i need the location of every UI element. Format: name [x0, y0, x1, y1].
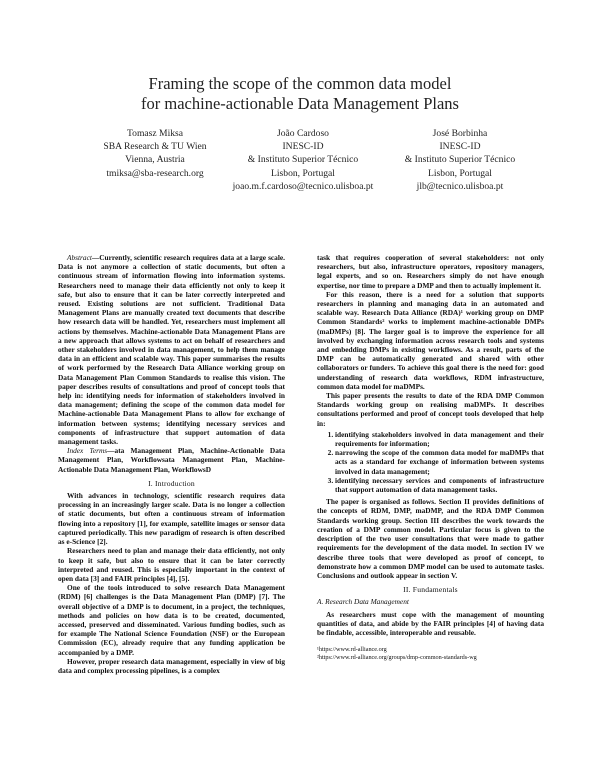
left-column [58, 253, 285, 675]
abstract [58, 253, 285, 446]
index-terms [58, 446, 285, 474]
list-item: 1. identifying stakeholders involved in data management and their requirements for information; [335, 430, 544, 448]
author-affiliation: INESC-ID [282, 141, 324, 153]
author-block-3 [380, 127, 540, 193]
author-affiliation-2: & Instituto Superior Técnico [247, 154, 359, 166]
author-name: João Cardoso [277, 128, 329, 139]
intro-paragraph: Researchers need to plan and manage their data efficiently, not only to keep it safe, but also to ensure that it can be later correctly interpreted and reused. This is especially important in the context of open data [3] and FAIR principles [4], [5]. [58, 546, 285, 583]
intro-paragraph: This paper presents the results to date of the RDA DMP Common Standards working group on realising maDMPs. It describes consultations performed and proof of concept tools developed that help in: [317, 391, 544, 428]
author-affiliation-2: & Instituto Superior Técnico [404, 154, 516, 166]
right-column [317, 253, 544, 662]
section-heading-fundamentals: II. Fundamentals [403, 585, 458, 595]
abstract-label: Abstract [67, 253, 92, 262]
author-location: Lisbon, Portugal [428, 167, 492, 179]
rdm-paragraph: As researchers must cope with the management of mounting quantities of data, and abide by the FAIR principles [4] of having data be findable, accessible, interoperable and reusable. [317, 609, 544, 637]
author-block-1 [80, 127, 230, 180]
index-terms-text: —ata Management Plan, Machine-Actionable Data Management Plan, Workflowsata Management Plan, Machine-Actionable Data Management Plan, WorkflowsD [58, 446, 285, 474]
intro-paragraph: For this reason, there is a need for a solution that supports researchers in planning and managing data in an automated and scalable way. Research Data Alliance (RDA)¹ working group on DMP Common Standards² works to implement machine-actionable DMPs (maDMPs) [8]. The larger goal is to improve the experience for all involved by exchanging information across research tools and systems and embedding DMPs in existing workflows. As a result, parts of the DMP can be automatically generated and shared with other collaborators or funders. To achieve this goal there is the need for: good understanding of research data workflows, RDM infrastructure, common data model for maDMPs. [317, 289, 544, 391]
paper-title [0, 74, 600, 114]
intro-paragraph: One of the tools introduced to solve research Data Management (RDM) [6] challenges is the Data Management Plan (DMP) [7]. The overall objective of a DMP is to document, in a project, the techniques, methods and policies on how data is to be created, documented, accessed, preserved and disseminated. Various funding bodies, such as for example The National Science Foundation (NSF) or the European Commission (EC), already require that any funding application be accompanied by a DMP. [58, 583, 285, 657]
author-location: Vienna, Austria [125, 154, 185, 166]
index-terms-label: Index Terms [67, 446, 108, 456]
author-affiliation: INESC-ID [439, 141, 481, 153]
author-name: José Borbinha [432, 128, 488, 139]
footnote-2[interactable]: ²https://www.rd-alliance.org/groups/dmp-common-standards-wg [317, 654, 477, 662]
paper-title-line-1: Framing the scope of the common data model [148, 74, 452, 93]
footnote-1[interactable]: ¹https://www.rd-alliance.org [317, 646, 387, 654]
author-email: joao.m.f.cardoso@tecnico.ulisboa.pt [232, 180, 374, 192]
list-item: 3. identifying necessary services and components of infrastructure that support automation of data management tasks. [335, 476, 544, 494]
author-email: jlb@tecnico.ulisboa.pt [416, 180, 504, 192]
author-email: tmiksa@sba-research.org [106, 167, 204, 179]
organisation-paragraph: The paper is organised as follows. Section II provides definitions of the concepts of RDM, DMP, maDMP, and the RDA DMP Common Standards working group. Section III describes the work towards the creation of a DMP common model. Particular focus is given to the description of the two user consultations that were made to gather requirements for the development of the data model. In section IV we describe three tools that were developed as proof of concept, to demonstrate how a common DMP model can be used to automate tasks. Conclusions and outlook appear in section V. [317, 497, 544, 580]
author-location: Lisbon, Portugal [271, 167, 335, 179]
author-affiliation: SBA Research & TU Wien [103, 141, 207, 153]
abstract-text: —Currently, scientific research requires data at a large scale. Data is not anymore a collection of static documents, but often a continuous stream of information flowing into information systems. Researchers need to manage their data efficiently not only to keep it safe, but also to ensure that it can be later correctly interpreted and reused. Existing solutions are not sufficient. Traditional Data Management Plans are manually created text documents that describe how research data will be handled. Yet, researchers must implement all actions by themselves. Machine-actionable Data Management Plans are a new approach that allows systems to act on behalf of researchers and other stakeholders involved in data management, to help them manage data in an efficient and scalable way. This paper summarises the results of work performed by the Research Data Alliance working group on Data Management Plan Common Standards to realise this vision. The paper describes results of consultations and proof of concept tools that help in: identifying needs for information of stakeholders involved in data management; defining the scope of the common data model for Machine-actionable Data Management Plans to allow for exchange of information between systems; identifying necessary services and components of infrastructure that support automation of data management tasks. [58, 253, 285, 447]
intro-paragraph: With advances in technology, scientific research requires data processing in an increasingly larger scale. Data is no longer a collection of static documents, but often a continuous stream of information flowing into a repository [1], for example, satellite images or sensor data captured periodically. This new paradigm of research is often described as e-Science [2]. [58, 491, 285, 547]
author-name: Tomasz Miksa [126, 128, 184, 139]
subsection-heading-rdm: A. Research Data Management [317, 597, 409, 607]
section-heading-introduction: I. Introduction [148, 478, 195, 488]
list-item: 2. narrowing the scope of the common data model for maDMPs that acts as a standard for exchange of information between systems involved in data management; [335, 448, 544, 476]
intro-paragraph: However, proper research data management, especially in view of big data and complex processing pipelines, is a complex [58, 656, 285, 675]
footnotes [317, 646, 544, 662]
paper-title-line-2: for machine-actionable Data Management Plans [141, 94, 459, 113]
contribution-list [317, 430, 544, 494]
intro-paragraph: task that requires cooperation of several stakeholders: not only researchers, but also, infrastructure operators, repository managers, legal experts, and so on. Researchers simply do not have enough expertise, nor time to prepare a DMP and then to actually implement it. [317, 253, 544, 290]
author-block-2 [218, 127, 388, 193]
